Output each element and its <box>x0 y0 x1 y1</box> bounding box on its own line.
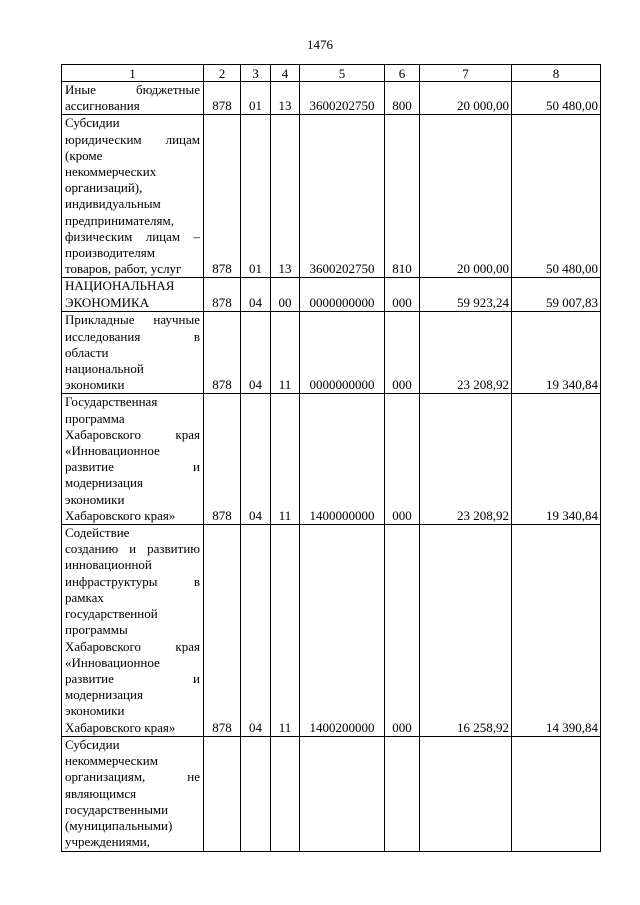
expense-type-cell: 810 <box>385 115 420 278</box>
row-name-line: организаций), <box>65 180 143 196</box>
section-code-cell <box>241 737 271 852</box>
row-name-line: физическим лицам – <box>65 228 200 244</box>
header-cell: 5 <box>300 65 385 82</box>
row-name-line: области <box>65 344 109 360</box>
subsection-code-cell: 11 <box>271 394 300 525</box>
page-number: 1476 <box>307 37 333 52</box>
row-name-cell <box>62 525 204 737</box>
row-name-line: некоммерческим <box>65 753 158 769</box>
row-name-line: индивидуальным <box>65 196 161 212</box>
table-row <box>62 278 601 312</box>
row-name-line: ассигнования <box>65 98 140 114</box>
admin-code-cell: 878 <box>204 525 241 737</box>
admin-code-cell: 878 <box>204 312 241 394</box>
table-row <box>62 82 601 115</box>
amount-year2-cell: 50 480,00 <box>512 82 601 115</box>
section-code-cell: 04 <box>241 312 271 394</box>
amount-year1-cell: 20 000,00 <box>420 115 512 278</box>
section-code-cell: 01 <box>241 82 271 115</box>
row-name-cell <box>62 115 204 278</box>
expense-type-cell: 000 <box>385 394 420 525</box>
row-name-line: учреждениями, <box>65 834 151 850</box>
amount-year1-cell: 59 923,24 <box>420 278 512 312</box>
row-name-line: «Инновационное <box>65 443 160 459</box>
row-name-line: предпринимателям, <box>65 212 174 228</box>
row-name-line: Субсидии <box>65 737 120 753</box>
header-cell: 3 <box>241 65 271 82</box>
row-name-line: Хабаровского края» <box>65 507 176 523</box>
row-name-cell <box>62 394 204 525</box>
amount-year1-cell <box>420 737 512 852</box>
table-row <box>62 115 601 278</box>
row-name-line: производителям <box>65 245 155 261</box>
row-name-line: Прикладные научные <box>65 312 200 328</box>
row-name-line: товаров, работ, услуг <box>65 261 182 277</box>
row-name-line: некоммерческих <box>65 164 157 180</box>
target-article-cell: 3600202750 <box>300 115 385 278</box>
header-cell: 6 <box>385 65 420 82</box>
row-name-line: экономики <box>65 491 125 507</box>
row-name-line: НАЦИОНАЛЬНАЯ <box>65 278 175 294</box>
amount-year2-cell: 14 390,84 <box>512 525 601 737</box>
row-name-line: Хабаровского края <box>65 426 200 442</box>
row-name-line: созданию и развитию <box>65 541 200 557</box>
row-name-line: Хабаровского края <box>65 638 200 654</box>
amount-year1-cell: 16 258,92 <box>420 525 512 737</box>
admin-code-cell: 878 <box>204 394 241 525</box>
row-name-line: (кроме <box>65 147 103 163</box>
amount-year1-cell: 20 000,00 <box>420 82 512 115</box>
row-name-line: государственными <box>65 801 169 817</box>
section-code-cell: 01 <box>241 115 271 278</box>
table-row <box>62 525 601 737</box>
expense-type-cell: 800 <box>385 82 420 115</box>
header-cell: 2 <box>204 65 241 82</box>
header-cell: 4 <box>271 65 300 82</box>
row-name-line: программа <box>65 410 125 426</box>
row-name-line: модернизация <box>65 687 143 703</box>
expense-type-cell <box>385 737 420 852</box>
row-name-line: (муниципальными) <box>65 818 173 834</box>
amount-year1-cell: 23 208,92 <box>420 394 512 525</box>
section-code-cell: 04 <box>241 525 271 737</box>
header-cell: 1 <box>62 65 204 82</box>
subsection-code-cell <box>271 737 300 852</box>
row-name-line: развитие и <box>65 670 200 686</box>
target-article-cell: 1400200000 <box>300 525 385 737</box>
row-name-line: Содействие <box>65 525 130 541</box>
subsection-code-cell: 00 <box>271 278 300 312</box>
row-name-line: экономики <box>65 703 125 719</box>
row-name-cell <box>62 82 204 115</box>
table-row <box>62 737 601 852</box>
row-name-cell <box>62 278 204 312</box>
amount-year2-cell: 19 340,84 <box>512 312 601 394</box>
row-name-line: государственной <box>65 606 158 622</box>
target-article-cell: 0000000000 <box>300 278 385 312</box>
amount-year2-cell: 59 007,83 <box>512 278 601 312</box>
target-article-cell: 0000000000 <box>300 312 385 394</box>
section-code-cell: 04 <box>241 278 271 312</box>
admin-code-cell <box>204 737 241 852</box>
admin-code-cell: 878 <box>204 82 241 115</box>
amount-year2-cell: 50 480,00 <box>512 115 601 278</box>
subsection-code-cell: 11 <box>271 312 300 394</box>
row-name-line: юридическим лицам <box>65 131 200 147</box>
target-article-cell <box>300 737 385 852</box>
expense-type-cell: 000 <box>385 278 420 312</box>
row-name-line: Иные бюджетные <box>65 82 200 97</box>
amount-year2-cell: 19 340,84 <box>512 394 601 525</box>
expense-type-cell: 000 <box>385 525 420 737</box>
row-name-line: организациям, не <box>65 769 200 785</box>
target-article-cell: 1400000000 <box>300 394 385 525</box>
row-name-line: экономики <box>65 377 125 393</box>
row-name-line: инновационной <box>65 557 152 573</box>
expense-type-cell: 000 <box>385 312 420 394</box>
row-name-line: являющимся <box>65 785 137 801</box>
row-name-line: Государственная <box>65 394 158 410</box>
row-name-line: модернизация <box>65 475 143 491</box>
admin-code-cell: 878 <box>204 115 241 278</box>
subsection-code-cell: 11 <box>271 525 300 737</box>
row-name-line: национальной <box>65 361 144 377</box>
section-code-cell: 04 <box>241 394 271 525</box>
budget-table <box>61 64 601 852</box>
row-name-cell <box>62 737 204 852</box>
amount-year2-cell <box>512 737 601 852</box>
row-name-line: программы <box>65 622 128 638</box>
header-cell: 8 <box>512 65 601 82</box>
row-name-line: инфраструктуры в <box>65 573 200 589</box>
target-article-cell: 3600202750 <box>300 82 385 115</box>
table-row <box>62 394 601 525</box>
subsection-code-cell: 13 <box>271 82 300 115</box>
amount-year1-cell: 23 208,92 <box>420 312 512 394</box>
header-cell: 7 <box>420 65 512 82</box>
row-name-cell <box>62 312 204 394</box>
table-header-row <box>62 65 601 82</box>
row-name-line: исследования в <box>65 328 200 344</box>
row-name-line: Субсидии <box>65 115 120 131</box>
row-name-line: Хабаровского края» <box>65 719 176 735</box>
admin-code-cell: 878 <box>204 278 241 312</box>
row-name-line: рамках <box>65 589 104 605</box>
row-name-line: «Инновационное <box>65 654 160 670</box>
subsection-code-cell: 13 <box>271 115 300 278</box>
row-name-line: развитие и <box>65 459 200 475</box>
table-row <box>62 312 601 394</box>
row-name-line: ЭКОНОМИКА <box>65 294 150 310</box>
